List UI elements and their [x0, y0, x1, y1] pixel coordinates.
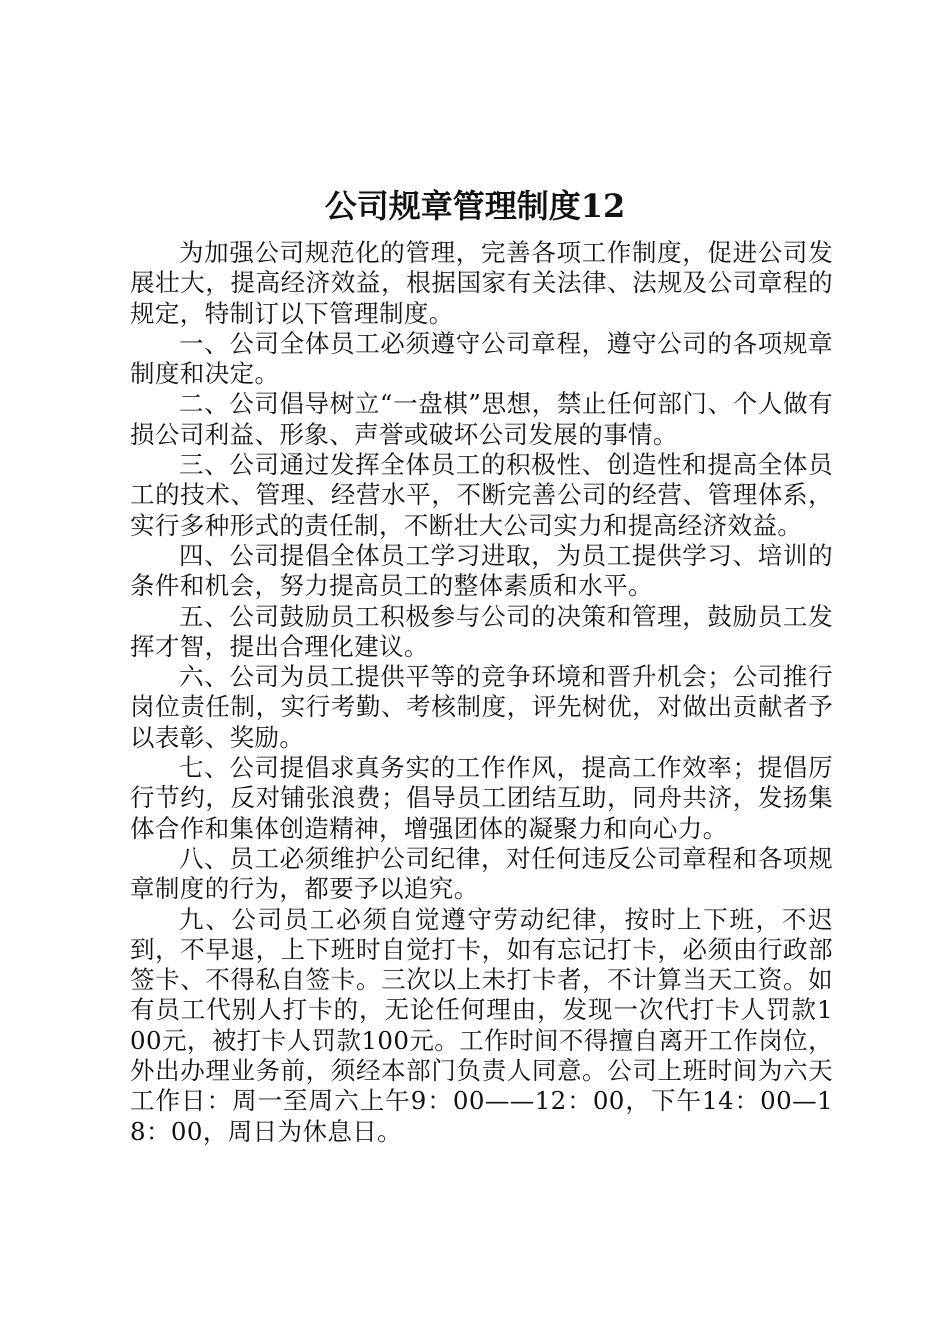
paragraph-item-4: 四、公司提倡全体员工学习进取，为员工提供学习、培训的条件和机会，努力提高员工的整体素质和水平。: [130, 540, 833, 601]
paragraph-item-8: 八、员工必须维护公司纪律，对任何违反公司章程和各项规章制度的行为，都要予以追究。: [130, 843, 833, 904]
paragraph-item-5: 五、公司鼓励员工积极参与公司的决策和管理，鼓励员工发挥才智，提出合理化建议。: [130, 601, 833, 661]
document-title: 公司规章管理制度12: [324, 187, 626, 225]
paragraph-item-7: 七、公司提倡求真务实的工作作风，提高工作效率；提倡厉行节约，反对铺张浪费；倡导员工团结互助，同舟共济，发扬集体合作和集体创造精神，增强团体的凝聚力和向心力。: [130, 753, 833, 843]
paragraph-item-6: 六、公司为员工提供平等的竞争环境和晋升机会；公司推行岗位责任制，实行考勤、考核制度，评先树优，对做出贡献者予以表彰、奖励。: [130, 662, 833, 752]
paragraph-item-1: 一、公司全体员工必须遵守公司章程，遵守公司的各项规章制度和决定。: [130, 328, 833, 389]
paragraph-intro: 为加强公司规范化的管理，完善各项工作制度，促进公司发展壮大，提高经济效益，根据国家有关法律、法规及公司章程的规定，特制订以下管理制度。: [130, 238, 833, 328]
paragraph-item-2: 二、公司倡导树立“一盘棋”思想，禁止任何部门、个人做有损公司利益、形象、声誉或破坏公司发展的事情。: [130, 389, 833, 449]
paragraph-item-9: 九、公司员工必须自觉遵守劳动纪律，按时上下班，不迟到，不早退，上下班时自觉打卡，如有忘记打卡，必须由行政部签卡、不得私自签卡。三次以上未打卡者，不计算当天工资。如有员工代别人打卡的，无论任何理由，发现一次代打卡人罚款100元，被打卡人罚款100元。工作时间不得擅自离开工作岗位，外出办理业务前，须经本部门负责人同意。公司上班时间为六天工作日：周一至周六上午9：00——12：00，下午14：00—18：00，周日为休息日。: [130, 904, 833, 1146]
paragraph-item-3: 三、公司通过发挥全体员工的积极性、创造性和提高全体员工的技术、管理、经营水平，不断完善公司的经营、管理体系，实行多种形式的责任制，不断壮大公司实力和提高经济效益。: [130, 450, 833, 540]
document-body: [130, 238, 833, 1147]
